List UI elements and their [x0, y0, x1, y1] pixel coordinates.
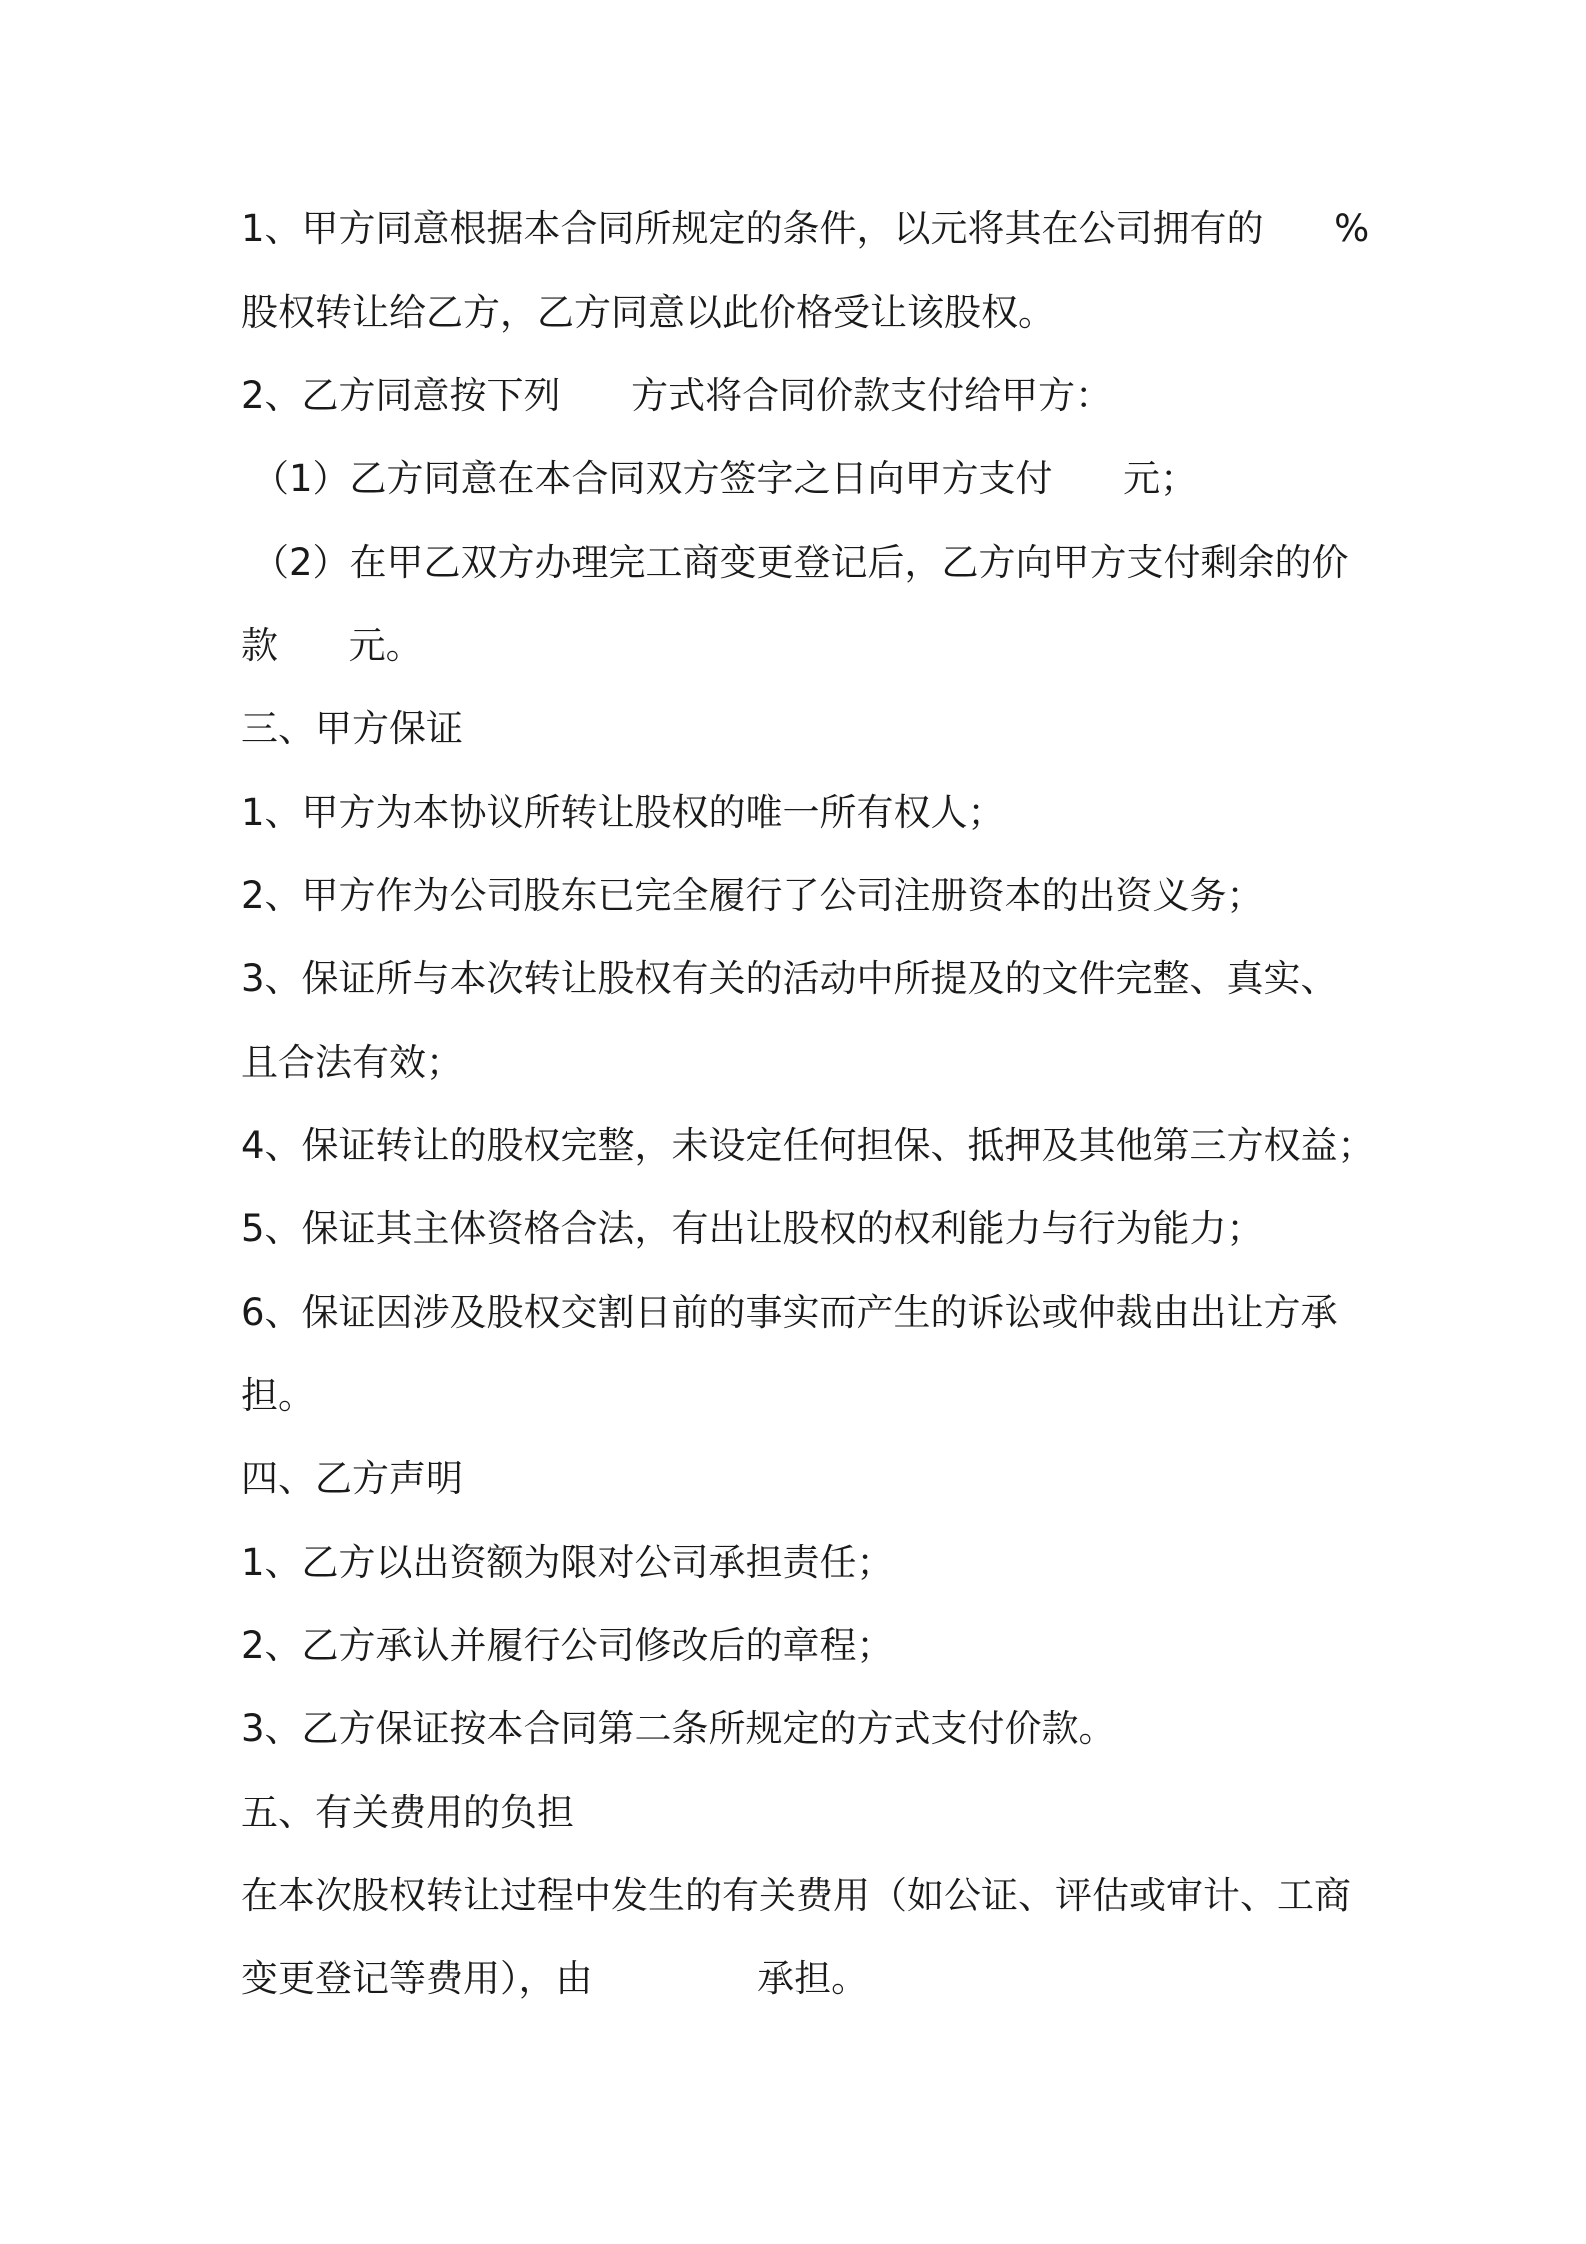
- clause-3-4: 4、保证转让的股权完整，未设定任何担保、抵押及其他第三方权益；: [241, 1124, 1375, 1167]
- clause-2-2-item-1: （1）乙方同意在本合同双方签字之日向甲方支付 元；: [252, 457, 1198, 500]
- clause-3-6-line-1: 6、保证因涉及股权交割日前的事实而产生的诉讼或仲裁由出让方承: [241, 1291, 1338, 1334]
- clause-2-1-line-2: 股权转让给乙方，乙方同意以此价格受让该股权。: [241, 291, 1055, 334]
- clause-3-5: 5、保证其主体资格合法，有出让股权的权利能力与行为能力；: [241, 1207, 1264, 1250]
- clause-2-1-line-1: 1、甲方同意根据本合同所规定的条件，以元将其在公司拥有的 %: [241, 207, 1370, 250]
- section-3-heading: 三、甲方保证: [241, 707, 463, 750]
- clause-4-1: 1、乙方以出资额为限对公司承担责任；: [241, 1541, 894, 1584]
- section-5-heading: 五、有关费用的负担: [241, 1791, 574, 1834]
- clause-2-2: 2、乙方同意按下列 方式将合同价款支付给甲方：: [241, 374, 1113, 417]
- section-4-heading: 四、乙方声明: [241, 1457, 463, 1500]
- clause-3-6-line-2: 担。: [241, 1374, 315, 1417]
- clause-2-2-item-2-line-1: （2）在甲乙双方办理完工商变更登记后，乙方向甲方支付剩余的价: [252, 541, 1349, 584]
- clause-3-1: 1、甲方为本协议所转让股权的唯一所有权人；: [241, 791, 1005, 834]
- section-5-body-line-2: 变更登记等费用），由 承担。: [241, 1957, 869, 2000]
- clause-3-3-line-1: 3、保证所与本次转让股权有关的活动中所提及的文件完整、真实、: [241, 957, 1338, 1000]
- clause-3-2: 2、甲方作为公司股东已完全履行了公司注册资本的出资义务；: [241, 874, 1264, 917]
- clause-2-2-item-2-line-2: 款 元。: [241, 624, 423, 667]
- clause-3-3-line-2: 且合法有效；: [241, 1041, 463, 1084]
- section-5-body-line-1: 在本次股权转让过程中发生的有关费用（如公证、评估或审计、工商: [241, 1874, 1351, 1917]
- clause-4-3: 3、乙方保证按本合同第二条所规定的方式支付价款。: [241, 1707, 1116, 1750]
- clause-4-2: 2、乙方承认并履行公司修改后的章程；: [241, 1624, 894, 1667]
